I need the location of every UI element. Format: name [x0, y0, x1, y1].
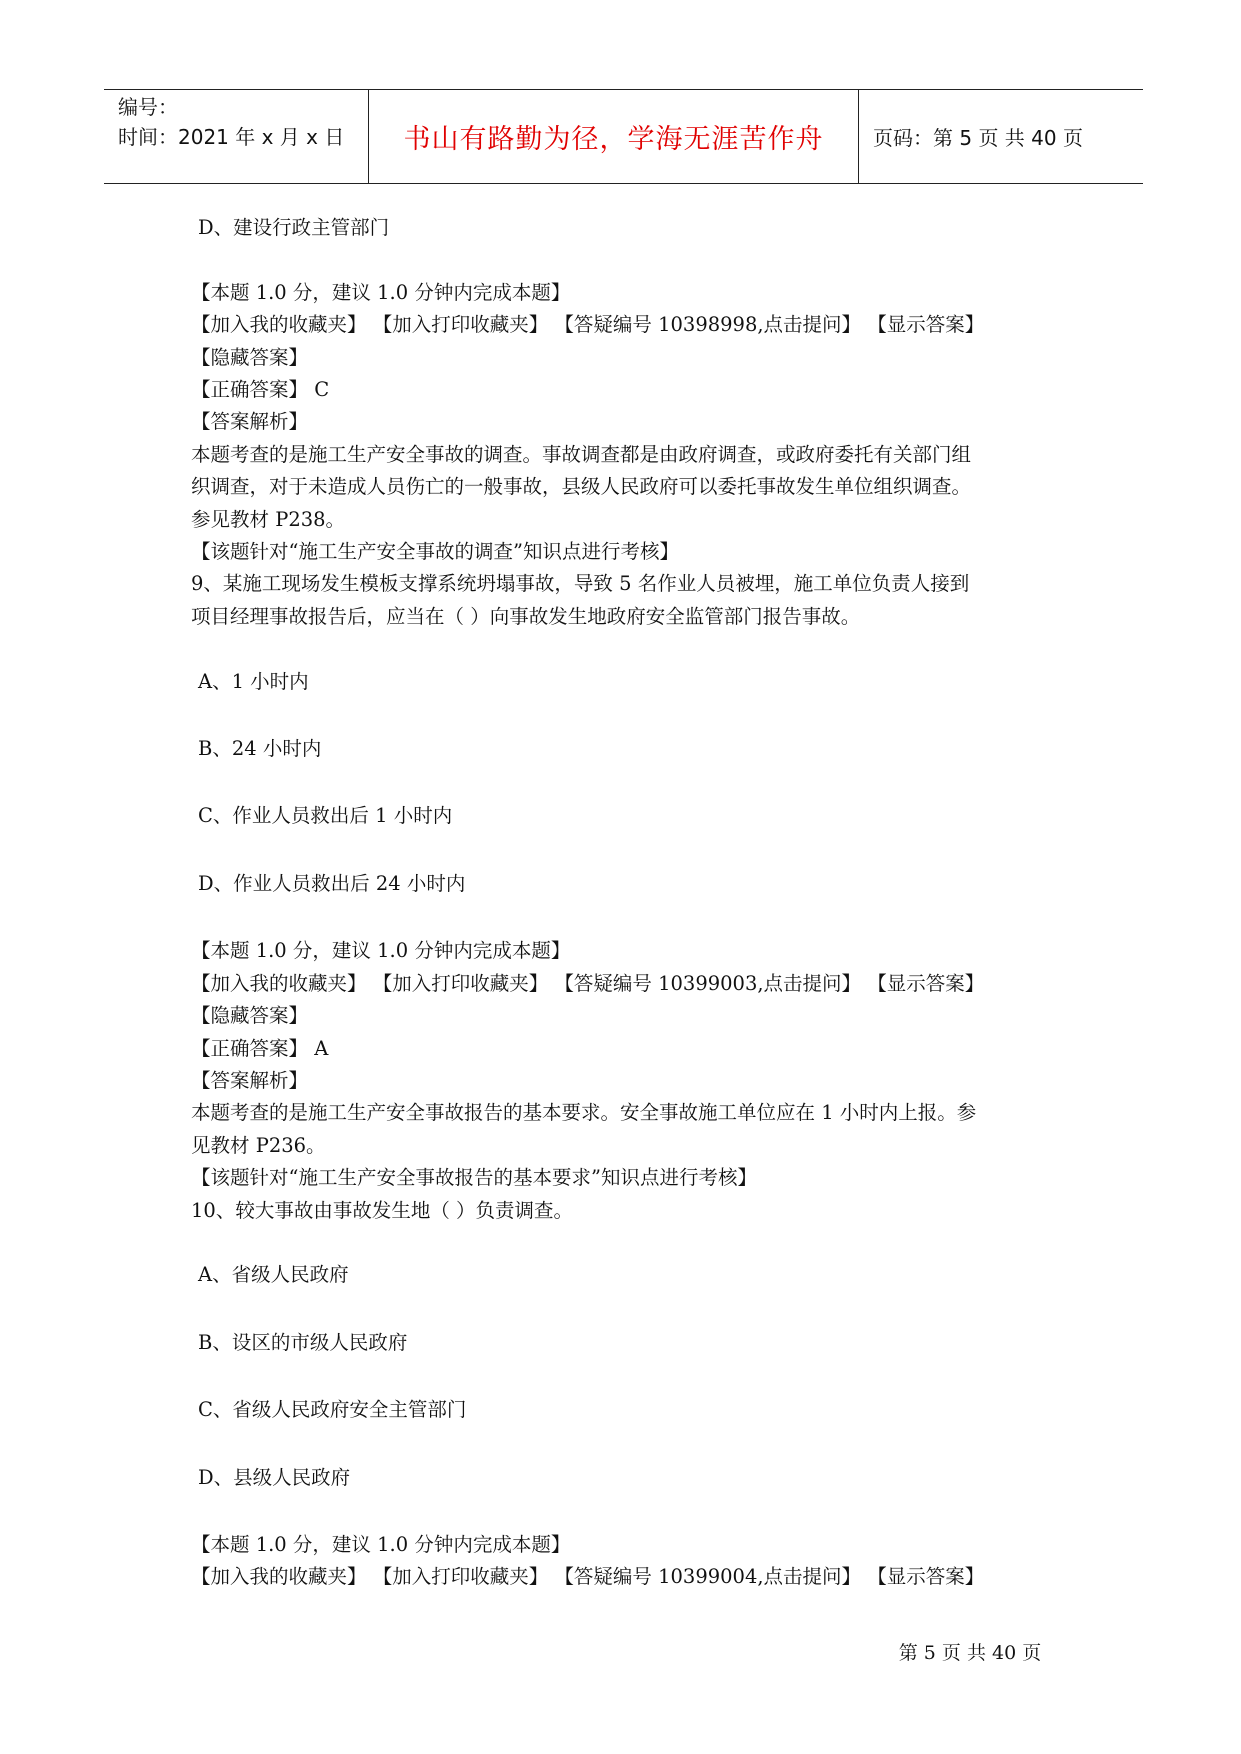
header-page-cell — [859, 90, 1143, 183]
q8-time-hint: 【本题 1.0 分，建议 1.0 分钟内完成本题】 — [191, 280, 571, 304]
q9-analysis-line-1: 本题考查的是施工生产安全事故报告的基本要求。安全事故施工单位应在 1 小时内上报。参 — [191, 1101, 977, 1125]
q10-stem-line-1: 10、较大事故由事故发生地（ ）负责调查。 — [191, 1198, 574, 1222]
q8-actions[interactable]: 【加入我的收藏夹】 【加入打印收藏夹】 【答疑编号 10398998,点击提问】 【显示答案】 — [191, 313, 985, 337]
q10-option-a: A、省级人民政府 — [198, 1263, 349, 1287]
q9-option-b: B、24 小时内 — [198, 737, 322, 761]
q9-option-c: C、作业人员救出后 1 小时内 — [198, 804, 453, 828]
header-page-info: 页码：第 5 页 共 40 页 — [873, 126, 1083, 150]
q10-option-c: C、省级人民政府安全主管部门 — [198, 1398, 467, 1422]
q10-option-d: D、县级人民政府 — [198, 1465, 351, 1489]
q9-option-d: D、作业人员救出后 24 小时内 — [198, 871, 466, 895]
q8-knowledge-point: 【该题针对“施工生产安全事故的调查”知识点进行考核】 — [191, 540, 679, 564]
q9-option-a: A、1 小时内 — [198, 669, 309, 693]
q8-analysis-line-1: 本题考查的是施工生产安全事故的调查。事故调查都是由政府调查，或政府委托有关部门组 — [191, 442, 972, 466]
footer-page-number: 第 5 页 共 40 页 — [898, 1642, 1042, 1664]
page-footer — [880, 1638, 1060, 1665]
q9-knowledge-point: 【该题针对“施工生产安全事故报告的基本要求”知识点进行考核】 — [191, 1166, 757, 1190]
q9-time-hint: 【本题 1.0 分，建议 1.0 分钟内完成本题】 — [191, 939, 571, 963]
q9-hide-answer[interactable]: 【隐藏答案】 — [191, 1004, 309, 1028]
header-left-cell — [104, 90, 369, 183]
q9-actions[interactable]: 【加入我的收藏夹】 【加入打印收藏夹】 【答疑编号 10399003,点击提问】 【显示答案】 — [191, 971, 985, 995]
time-label: 时间：2021 年 x 月 x 日 — [118, 125, 345, 149]
q10-option-b: B、设区的市级人民政府 — [198, 1330, 408, 1354]
motto-text: 书山有路勤为径，学海无涯苦作舟 — [403, 124, 824, 155]
q8-hide-answer[interactable]: 【隐藏答案】 — [191, 345, 309, 369]
q10-actions[interactable]: 【加入我的收藏夹】 【加入打印收藏夹】 【答疑编号 10399004,点击提问】 【显示答案】 — [191, 1565, 985, 1589]
header-motto-cell — [369, 90, 859, 183]
serial-label: 编号： — [118, 95, 178, 119]
q8-option-d: D、建设行政主管部门 — [198, 216, 390, 239]
q9-stem-line-1: 9、某施工现场发生模板支撑系统坍塌事故，导致 5 名作业人员被埋，施工单位负责人接到 — [191, 572, 970, 596]
document-body — [191, 212, 1071, 1594]
q8-analysis-label: 【答案解析】 — [191, 410, 309, 434]
q8-analysis-line-3: 参见教材 P238。 — [191, 507, 346, 531]
q8-correct-answer: 【正确答案】 C — [191, 378, 330, 402]
q9-analysis-line-2: 见教材 P236。 — [191, 1133, 326, 1157]
q10-time-hint: 【本题 1.0 分，建议 1.0 分钟内完成本题】 — [191, 1532, 571, 1556]
page-header — [104, 89, 1143, 184]
q8-analysis-line-2: 织调查，对于未造成人员伤亡的一般事故，县级人民政府可以委托事故发生单位组织调查。 — [191, 475, 972, 499]
q9-analysis-label: 【答案解析】 — [191, 1068, 309, 1092]
q9-correct-answer: 【正确答案】 A — [191, 1036, 329, 1060]
q9-stem-line-2: 项目经理事故报告后，应当在（ ）向事故发生地政府安全监管部门报告事故。 — [191, 604, 861, 628]
